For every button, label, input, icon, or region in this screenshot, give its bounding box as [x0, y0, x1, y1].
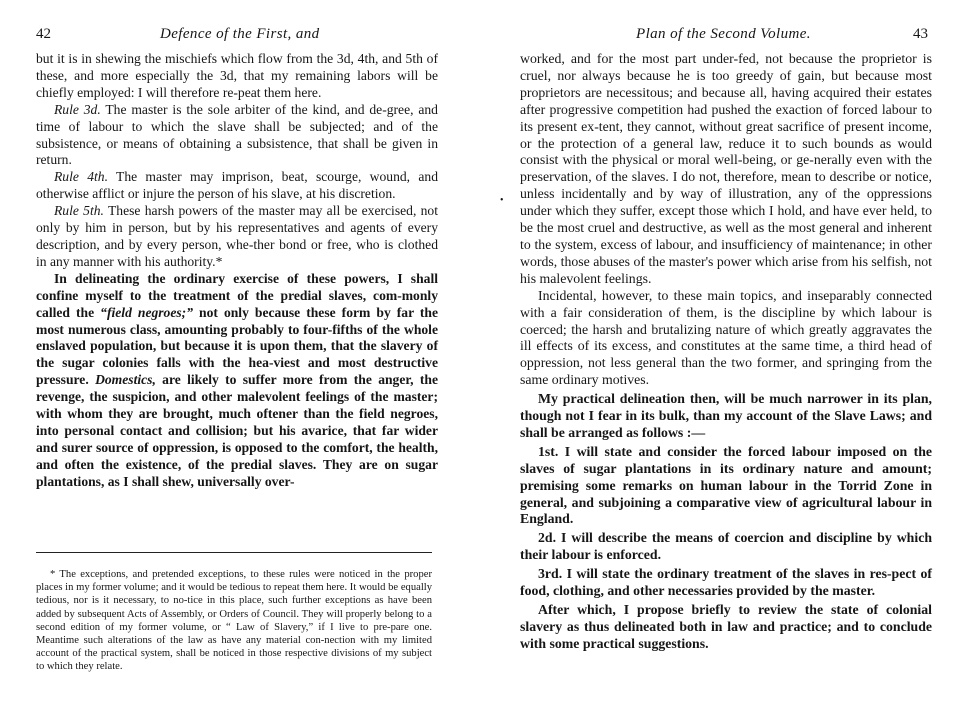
running-head: Defence of the First, and	[160, 26, 320, 42]
text-run: not only because these form by far the most numerous class, amounting probably to four-fifths of the whole enslaved population, but because it is upon them, that the slavery of the sugar colonies falls with the hea-viest and most destructive pressure.	[36, 304, 439, 388]
rule-label: Rule 5th.	[54, 203, 104, 219]
paragraph: but it is in shewing the mischiefs which flow from the 3d, 4th, and 5th of these, and more especially the 3d, that my remaining labors will be chiefly employed: I will therefore re-peat them here.	[36, 51, 438, 100]
rule-label: Rule 4th.	[54, 169, 108, 185]
text-run: In delineating the ordinary exercise of these powers, I shall confine myself to the treatment of the predial slaves, com-monly called the	[36, 270, 438, 320]
page-number: 42	[36, 26, 51, 42]
paragraph: My practical delineation then, will be much narrower in its plan, though not I fear in its bulk, than my account of the Slave Laws; and shall be arranged as follows :—	[520, 391, 932, 440]
footnote-divider	[36, 552, 432, 553]
paragraph: Incidental, however, to these main topics, and inseparably connected with a fair consideration of them, is the discipline by which labour is coerced; the harsh and brutalizing nature of which greatly aggravates the ill effects of its excess, and constitutes at the same time, a third head of oppression, not less general than the two former, and springing from the same ordinary motives.	[520, 287, 932, 388]
rule-text: These harsh powers of the master may all be exercised, not only by him in person, but by his representatives and agents of every description, and by every person, whe-ther bond or free, who is clothed in any manner with his authority.*	[36, 203, 438, 269]
paragraph	[36, 271, 438, 491]
paragraph: worked, and for the most part under-fed, not because the proprietor is cruel, nor always because he is too greedy of gain, but because most proprietors are necessitous; and because all, having acquired their estates after progressive competition had pushed the exaction of forced labour to its present ex-tent, they cannot, without great sacrifice of present income, or the protection of a general law, reduce it to such bounds as would consist with the physical or moral well-being, or ge-nerally even with the preservation, of the slaves. I do not, therefore, mean to describe or notice, unless incidentally and by way of illustration, any of the oppressions under which they suffer, except those which I hold, and have ever held, to be the most cruel and destructive, as well as the most general and inherent to the system, excess of labour, and insufficiency of maintenance; in other words, those abuses of the master's power which arise from his selfish, not his malevolent feelings.	[520, 51, 932, 286]
list-item: 1st. I will state and consider the forced labour imposed on the slaves of sugar plantations in its ordinary nature and amount; premising some remarks on human labour in the Torrid Zone in general, and subjoining a comparative view of agricultural labour in England.	[520, 443, 932, 527]
emphasis: “field negroes;”	[100, 304, 194, 320]
footnote: * The exceptions, and pretended exceptions, to these rules were noticed in the proper places in my former volume; and it would be tedious to repeat them here. It would be equally tedious, nor is it necessary, to no-tice in this place, such further exceptions as have been added by subsequent Acts of Assembly, or Orders of Council. They will properly belong to a second edition of my former volume, or “ Law of Slavery,” if I live to pre-pare one. Meantime such alterations of the law as have any material con-nection with my limited account of the practical system, shall be noticed in those respective divisions of my subject to which they relate.	[36, 569, 432, 673]
list-item: 2d. I will describe the means of coercion and discipline by which their labour is enforced.	[520, 530, 932, 563]
rule-paragraph	[36, 169, 438, 203]
rule-paragraph	[36, 203, 438, 271]
paragraph: After which, I propose briefly to review the state of colonial slavery as thus delineated both in law and practice; and to conclude with some practical suggestions.	[520, 602, 932, 651]
text-run: are likely to suffer more from the anger, the revenge, the suspicion, and other malevolent feelings of the master; with whom they are brought, much oftener than the field negroes, into personal contact and collision; but his avarice, that far wider and surer source of oppression, is opposed to the comfort, the health, and often the existence, of the predial slaves. They are on sugar plantations, as I shall shew, universally over-	[36, 372, 438, 489]
right-page-header	[520, 26, 928, 48]
right-page-body	[520, 51, 932, 653]
rule-text: The master may imprison, beat, scourge, wound, and otherwise afflict or injure the person of his slave, at his discretion.	[36, 169, 438, 202]
emphasis: Domestics,	[95, 372, 156, 388]
page-number: 43	[913, 26, 928, 42]
rule-label: Rule 3d.	[54, 101, 101, 117]
margin-mark: •	[500, 195, 504, 206]
running-head: Plan of the Second Volume.	[636, 26, 811, 42]
rule-text: The master is the sole arbiter of the kind, and de-gree, and time of labour to which the slave shall be subjected; and of the subsistence, or means of obtaining a subsistence, that shall be given in return.	[36, 101, 438, 168]
right-page	[490, 0, 980, 720]
left-page-header	[36, 26, 438, 48]
rule-paragraph	[36, 102, 438, 170]
left-page-body	[36, 51, 438, 491]
list-item: 3rd. I will state the ordinary treatment of the slaves in res-pect of food, clothing, and other necessaries provided by the master.	[520, 566, 932, 599]
